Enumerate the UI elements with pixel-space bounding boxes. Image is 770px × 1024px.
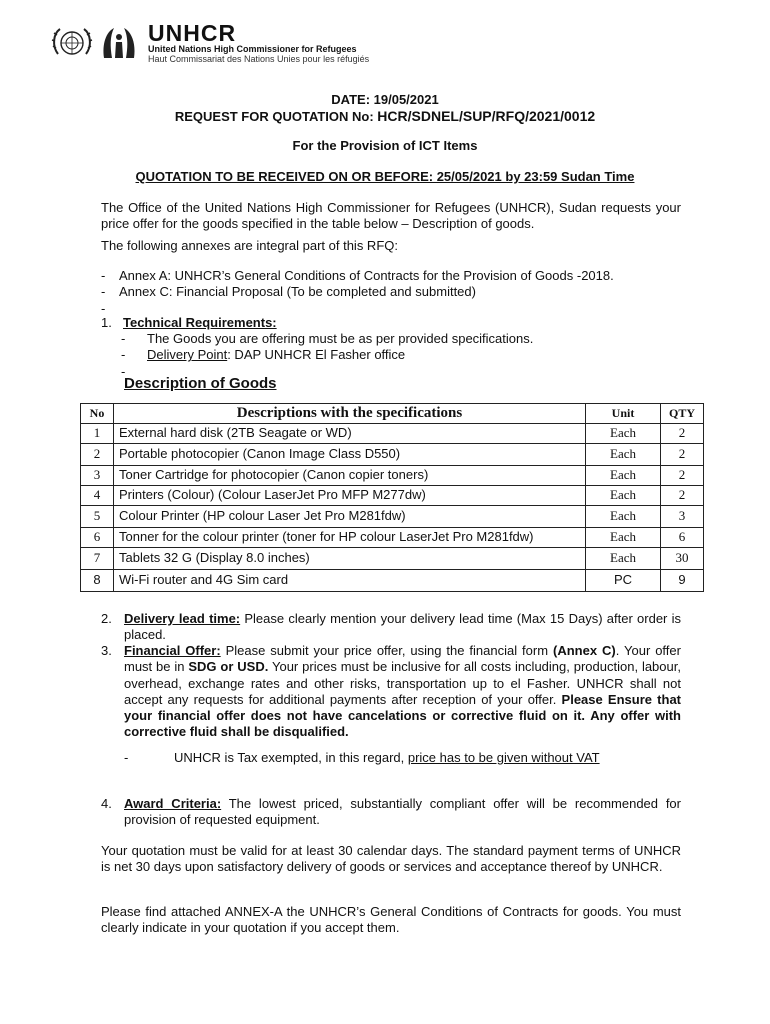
- list-item: - Delivery Point: DAP UNHCR El Fasher office: [121, 347, 406, 363]
- rfq-number: HCR/SDNEL/SUP/RFQ/2021/0012: [377, 108, 596, 124]
- annex-a-paragraph: Please find attached ANNEX-A the UNHCR’s General Conditions of Contracts for goods. You must clearly indicate in your quotation if you accept them.: [101, 904, 681, 936]
- cell-qty: 6: [661, 528, 704, 548]
- cell-no: 8: [81, 570, 114, 592]
- cell-unit: Each: [586, 486, 661, 506]
- currency-requirement: SDG or USD.: [188, 659, 269, 675]
- rfq-prefix: REQUEST FOR QUOTATION No:: [174, 109, 378, 124]
- validity-paragraph: Your quotation must be valid for at least 30 calendar days. The standard payment terms of UNHCR is net 30 days upon satisfactory delivery of goods or services and acceptance thereof by UNHCR.: [101, 843, 681, 875]
- un-emblem-icon: [50, 24, 94, 62]
- annex-item: Annex A: UNHCR’s General Conditions of Contracts for the Provision of Goods -2018.: [119, 268, 614, 283]
- goods-table: [80, 403, 704, 592]
- section-title: Technical Requirements:: [123, 315, 277, 330]
- date-line: DATE: 19/05/2021: [331, 92, 439, 107]
- deadline-line: QUOTATION TO BE RECEIVED ON OR BEFORE: 25/05/2021 by 23:59 Sudan Time: [135, 169, 635, 184]
- cell-qty: 9: [661, 570, 704, 592]
- cell-unit: Each: [586, 506, 661, 528]
- cell-description: Toner Cartridge for photocopier (Canon copier toners): [114, 466, 586, 486]
- table-header-row: [81, 404, 704, 424]
- list-item: - Annex C: Financial Proposal (To be completed and submitted): [101, 284, 476, 300]
- vat-note: price has to be given without VAT: [407, 750, 600, 765]
- section-title: Delivery lead time:: [124, 611, 241, 626]
- tax-text: UNHCR is Tax exempted, in this regard,: [174, 750, 408, 765]
- org-short-name: UNHCR: [148, 20, 237, 46]
- cell-unit: Each: [586, 444, 661, 466]
- cell-no: 5: [81, 506, 114, 528]
- cell-description: Printers (Colour) (Colour LaserJet Pro MFP M277dw): [114, 486, 586, 506]
- description-heading: Description of Goods: [124, 375, 277, 392]
- section-title: Financial Offer:: [124, 643, 221, 658]
- cell-description: Tonner for the colour printer (toner for HP colour LaserJet Pro M281fdw): [114, 528, 586, 548]
- delivery-point-label: Delivery Point: [147, 347, 228, 363]
- section-number: 3.: [101, 643, 112, 658]
- table-row: [81, 424, 704, 444]
- cell-description: Colour Printer (HP colour Laser Jet Pro M281fdw): [114, 506, 586, 528]
- cell-unit: Each: [586, 424, 661, 444]
- cell-no: 3: [81, 466, 114, 486]
- unhcr-hands-icon: [98, 24, 140, 62]
- cell-description: Portable photocopier (Canon Image Class D550): [114, 444, 586, 466]
- tax-note: [124, 750, 600, 766]
- section-text: Please submit your price offer, using the financial form: [220, 643, 553, 658]
- col-header-qty: QTY: [661, 404, 704, 424]
- section-text: Please clearly mention your delivery lead time (Max 15 Days) after order is placed.: [124, 611, 681, 643]
- cell-no: 6: [81, 528, 114, 548]
- section-text: Your prices must be inclusive for all costs including, production, labour, overhead, exchange rates and other risks, transportation up to el Fasher. UNHCR shall not accept any requests for additional payments after reception of your offer.: [124, 659, 681, 707]
- annexes-intro: The following annexes are integral part of this RFQ:: [101, 238, 398, 253]
- list-item: - The Goods you are offering must be as per provided specifications.: [121, 331, 534, 346]
- annex-reference: (Annex C): [552, 643, 616, 658]
- col-header-no: No: [81, 404, 114, 424]
- cell-no: 7: [81, 548, 114, 570]
- col-header-description: Descriptions with the specifications: [114, 404, 586, 424]
- table-row: [81, 570, 704, 592]
- section-text: The lowest priced, substantially compliant offer will be recommended for provision of requested equipment.: [124, 796, 681, 828]
- cell-no: 2: [81, 444, 114, 466]
- section-title: Award Criteria:: [124, 796, 222, 811]
- section-number: 4.: [101, 796, 112, 811]
- table-row: [81, 548, 704, 570]
- cell-unit: PC: [586, 570, 661, 592]
- list-item: -: [121, 363, 126, 379]
- table-row: [81, 466, 704, 486]
- section-text: . Your offer must be in: [124, 643, 681, 675]
- financial-offer-section: [101, 643, 681, 741]
- table-row: [81, 444, 704, 466]
- letterhead: [50, 22, 369, 64]
- section-number: 1.: [101, 315, 112, 330]
- cell-qty: 30: [661, 548, 704, 570]
- delivery-point-value: : DAP UNHCR El Fasher office: [227, 347, 406, 363]
- table-row: [81, 528, 704, 548]
- cell-unit: Each: [586, 548, 661, 570]
- technical-requirements-heading: [101, 315, 701, 331]
- list-item: -: [101, 300, 106, 316]
- table-row: [81, 506, 704, 528]
- section-number: 2.: [101, 611, 112, 626]
- cell-qty: 2: [661, 466, 704, 486]
- cell-no: 1: [81, 424, 114, 444]
- cell-unit: Each: [586, 528, 661, 548]
- org-name-french: Haut Commissariat des Nations Unies pour les réfugiés: [148, 54, 370, 64]
- delivery-lead-time-section: [101, 611, 681, 644]
- provision-line: For the Provision of ICT Items: [292, 138, 478, 153]
- table-row: [81, 486, 704, 506]
- intro-paragraph: The Office of the United Nations High Commissioner for Refugees (UNHCR), Sudan requests your price offer for the goods specified in the table below – Description of goods.: [101, 200, 681, 232]
- org-name-english: United Nations High Commissioner for Refugees: [148, 44, 357, 54]
- brand-block: [148, 22, 369, 64]
- cell-qty: 2: [661, 444, 704, 466]
- annex-list: [101, 268, 701, 317]
- award-criteria-section: [101, 796, 681, 829]
- col-header-unit: Unit: [586, 404, 661, 424]
- annex-item: Annex C: Financial Proposal (To be completed and submitted): [119, 284, 476, 300]
- rfq-line: [0, 108, 770, 126]
- bullet-dash: -: [124, 750, 129, 765]
- list-item: - Annex A: UNHCR’s General Conditions of Contracts for the Provision of Goods -2018.: [101, 268, 614, 283]
- tech-item-text: The Goods you are offering must be as per provided specifications.: [147, 331, 534, 346]
- disqualification-warning: Please Ensure that your financial offer does not have cancelations or corrective fluid on it. Any offer with corrective fluid shall be disqualified.: [124, 691, 682, 740]
- cell-unit: Each: [586, 466, 661, 486]
- technical-requirements-list: [121, 331, 681, 380]
- cell-qty: 2: [661, 424, 704, 444]
- cell-qty: 3: [661, 506, 704, 528]
- cell-no: 4: [81, 486, 114, 506]
- cell-qty: 2: [661, 486, 704, 506]
- cell-description: Wi-Fi router and 4G Sim card: [114, 570, 586, 592]
- cell-description: External hard disk (2TB Seagate or WD): [114, 424, 586, 444]
- cell-description: Tablets 32 G (Display 8.0 inches): [114, 548, 586, 570]
